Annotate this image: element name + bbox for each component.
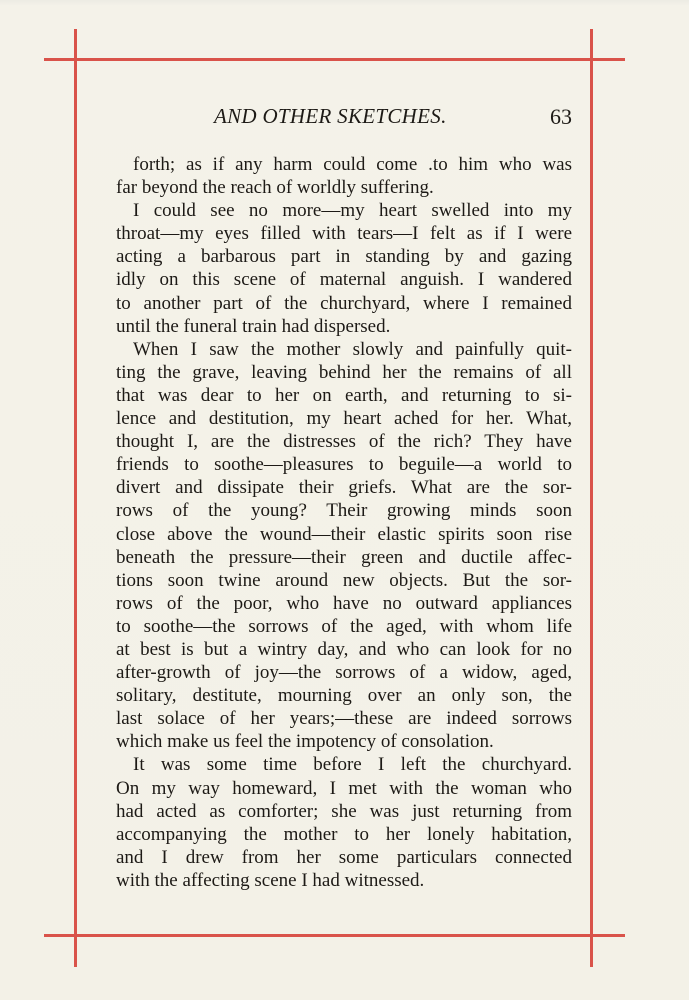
text-line: close above the wound—their elastic spirits soon rise (116, 523, 572, 545)
text-line: On my way homeward, I met with the woman who (116, 777, 572, 799)
text-line: I could see no more—my heart swelled into my (133, 200, 572, 222)
text-line: until the funeral train had dispersed. (116, 315, 391, 337)
text-line: It was some time before I left the churchyard. (133, 754, 572, 776)
page-number: 63 (550, 104, 572, 129)
text-line: forth; as if any harm could come .to him who was (133, 154, 572, 175)
text-line: to another part of the churchyard, where I remained (116, 292, 572, 314)
paragraph (116, 199, 572, 338)
paragraph (116, 153, 572, 199)
body-text (116, 153, 572, 892)
border-rule-left (74, 29, 77, 967)
border-rule-bottom (44, 934, 625, 937)
text-line: beneath the pressure—their green and ductile affec- (116, 546, 572, 568)
paragraph (116, 338, 572, 754)
text-line: lence and destitution, my heart ached for her. What, (116, 408, 572, 430)
paragraph (116, 753, 572, 892)
text-line: When I saw the mother slowly and painfully quit- (133, 338, 572, 360)
text-line: with the affecting scene I had witnessed. (116, 869, 425, 891)
text-line: tions soon twine around new objects. But the sor- (116, 569, 572, 591)
text-line: rows of the poor, who have no outward appliances (116, 592, 572, 614)
text-line: acting a barbarous part in standing by and gazing (116, 246, 572, 268)
text-line: last solace of her years;—these are indeed sorrows (116, 708, 572, 730)
text-line: and I drew from her some particulars connected (116, 846, 572, 868)
text-line: far beyond the reach of worldly suffering. (116, 177, 434, 199)
text-line: rows of the young? Their growing minds soon (116, 500, 572, 522)
text-line: which make us feel the impotency of consolation. (116, 731, 494, 753)
text-line: to soothe—the sorrows of the aged, with whom life (116, 615, 572, 637)
text-line: ting the grave, leaving behind her the remains of all (116, 361, 572, 383)
text-line: had acted as comforter; she was just returning from (116, 800, 572, 822)
running-title: AND OTHER SKETCHES. (214, 104, 447, 128)
text-line: after-growth of joy—the sorrows of a widow, aged, (116, 662, 572, 684)
text-line: solitary, destitute, mourning over an only son, the (116, 685, 572, 707)
running-head (116, 104, 574, 130)
text-line: at best is but a wintry day, and who can look for no (116, 638, 572, 660)
border-rule-right (590, 29, 593, 967)
text-line: that was dear to her on earth, and returning to si- (116, 384, 572, 406)
text-line: friends to soothe—pleasures to beguile—a world to (116, 454, 572, 476)
text-line: thought I, are the distresses of the rich? They have (116, 431, 572, 453)
text-line: divert and dissipate their griefs. What are the sor- (116, 477, 572, 499)
text-line: accompanying the mother to her lonely habitation, (116, 823, 572, 845)
border-rule-top (44, 58, 625, 61)
text-line: throat—my eyes filled with tears—I felt as if I were (116, 223, 572, 245)
text-line: idly on this scene of maternal anguish. I wandered (116, 269, 572, 291)
